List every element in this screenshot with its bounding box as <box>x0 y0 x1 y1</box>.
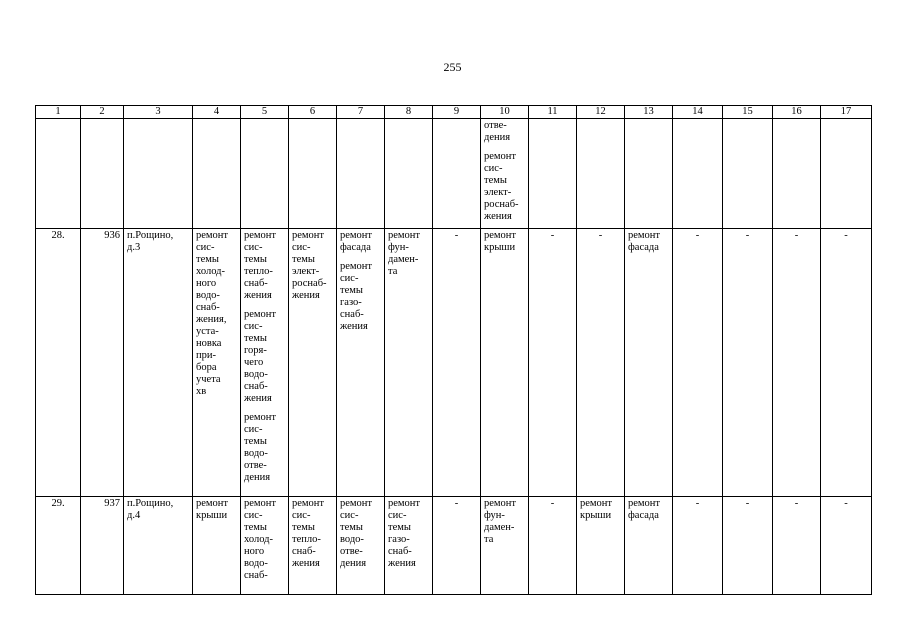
column-header: 16 <box>773 106 821 119</box>
empty-dash: - <box>433 229 481 497</box>
work-item: ремонт крыши <box>196 498 229 521</box>
work-item: ремонт крыши <box>580 498 613 521</box>
column-header: 6 <box>289 106 337 119</box>
empty-dash: - <box>773 497 821 595</box>
address: п.Рощино, д.3 <box>124 229 193 497</box>
column-header: 1 <box>36 106 81 119</box>
column-header: 12 <box>577 106 625 119</box>
column-header: 8 <box>385 106 433 119</box>
empty-dash: - <box>577 229 625 497</box>
work-cell <box>337 497 385 595</box>
work-item: ремонт фасада <box>628 498 661 521</box>
work-item: ремонт фун- дамен- та <box>484 498 517 545</box>
empty-dash: - <box>723 497 773 595</box>
column-header: 5 <box>241 106 289 119</box>
column-header: 2 <box>81 106 124 119</box>
work-item: ремонт сис- темы водо- отве- дения <box>340 498 373 569</box>
column-header: 13 <box>625 106 673 119</box>
work-cell <box>289 229 337 497</box>
empty-dash: - <box>821 497 872 595</box>
row-index: 28. <box>36 229 81 497</box>
row-index: 29. <box>36 497 81 595</box>
building-code: 937 <box>81 497 124 595</box>
column-header: 4 <box>193 106 241 119</box>
work-cell <box>625 229 673 497</box>
work-item: ремонт сис- темы водо- отве- дения <box>244 412 277 483</box>
column-header: 7 <box>337 106 385 119</box>
work-cell <box>481 119 529 229</box>
repair-schedule-table <box>35 105 872 595</box>
work-cell <box>385 497 433 595</box>
work-item: ремонт сис- темы холод- ного водо- снаб- <box>244 498 277 581</box>
work-cell <box>193 497 241 595</box>
work-cell <box>337 229 385 497</box>
table-row <box>36 497 872 595</box>
work-cell <box>481 229 529 497</box>
work-item: ремонт сис- темы горя- чего водо- снаб- жения <box>244 309 277 404</box>
work-item: ремонт сис- темы газо- снаб- жения <box>340 261 373 332</box>
work-item: ремонт сис- темы тепло- снаб- жения <box>292 498 325 569</box>
work-cell <box>241 497 289 595</box>
work-cell <box>625 497 673 595</box>
column-header: 3 <box>124 106 193 119</box>
page-number: 255 <box>443 60 462 74</box>
work-item: ремонт фун- дамен- та <box>388 230 421 277</box>
table-row <box>36 229 872 497</box>
column-header: 9 <box>433 106 481 119</box>
empty-dash: - <box>821 229 872 497</box>
column-number-row <box>36 106 872 119</box>
work-item: ремонт сис- темы элект- роснаб- жения <box>484 151 519 222</box>
work-cell <box>289 497 337 595</box>
column-header: 15 <box>723 106 773 119</box>
empty-dash: - <box>433 497 481 595</box>
work-item: ремонт сис- темы газо- снаб- жения <box>388 498 421 569</box>
address: п.Рощино, д.4 <box>124 497 193 595</box>
empty-dash: - <box>723 229 773 497</box>
work-item: отве- дения <box>484 120 511 143</box>
continuation-row <box>36 119 872 229</box>
work-item: ремонт сис- темы тепло- снаб- жения <box>244 230 277 301</box>
work-item: ремонт крыши <box>484 230 517 253</box>
empty-dash: - <box>773 229 821 497</box>
empty-dash: - <box>529 229 577 497</box>
work-cell <box>241 229 289 497</box>
column-header: 17 <box>821 106 872 119</box>
empty-dash: - <box>673 229 723 497</box>
work-item: ремонт сис- темы холод- ного водо- снаб- жения, уста- новка при- бора учета хв <box>196 230 229 397</box>
work-item: ремонт сис- темы элект- роснаб- жения <box>292 230 327 301</box>
work-cell <box>577 497 625 595</box>
empty-dash: - <box>673 497 723 595</box>
column-header: 14 <box>673 106 723 119</box>
empty-dash: - <box>529 497 577 595</box>
building-code: 936 <box>81 229 124 497</box>
work-item: ремонт фасада <box>340 230 373 253</box>
column-header: 10 <box>481 106 529 119</box>
column-header: 11 <box>529 106 577 119</box>
work-item: ремонт фасада <box>628 230 661 253</box>
work-cell <box>193 229 241 497</box>
work-cell <box>481 497 529 595</box>
work-cell <box>385 229 433 497</box>
